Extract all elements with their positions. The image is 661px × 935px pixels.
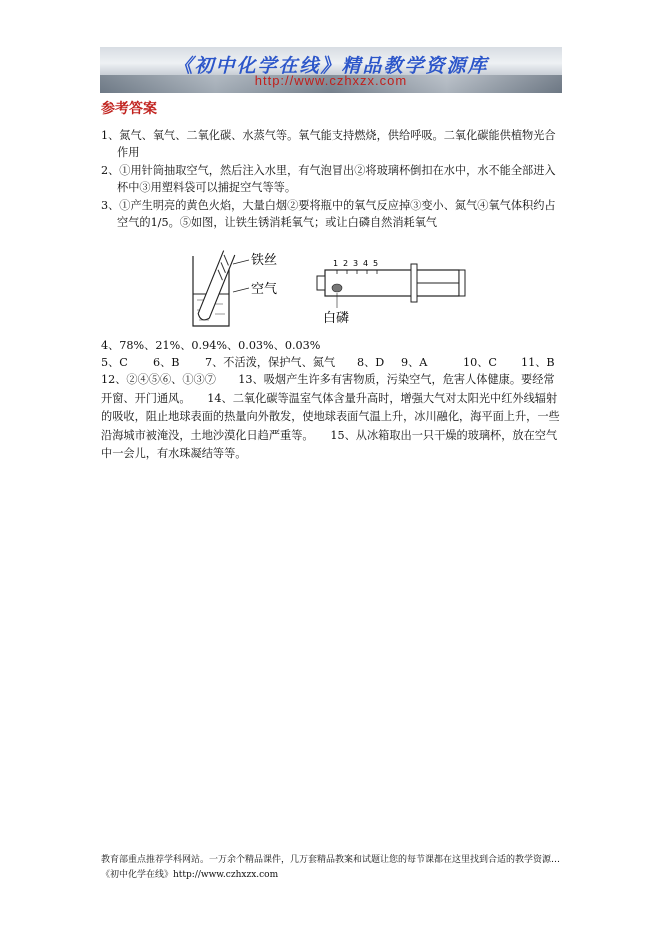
scale-5: 5 [373,259,379,268]
footer-note: 教育部重点推荐学科网站。一万余个精品课件，几万套精品教案和试题让您的每节课都在这里找到合适的教学资源…《初中化学在线》http://www.czhxzx.com [101,855,561,880]
banner-title: 《初中化学在线》精品教学资源库 [173,55,489,77]
answer-3-text: 3、①产生明亮的黄色火焰，大量白烟②要将瓶中的氧气反应掉③变小、氮气④氧气体积约占空气的1/5。⑤如图，让铁生锈消耗氧气；或让白磷自然消耗氧气 [101,199,556,229]
experiment-figure [185,248,475,333]
scale-4: 4 [363,259,369,268]
answer-9: 9、A [401,356,428,369]
header-banner [100,47,562,93]
answer-8: 8、D [357,356,385,369]
answer-row-5-11 [101,354,563,371]
label-iron: 铁丝 [251,253,278,268]
scale-1: 1 [333,259,339,268]
scale-3: 3 [353,259,359,268]
answer-6: 6、B [153,356,180,369]
banner-url[interactable]: http://www.czhxzx.com [254,73,408,88]
label-air: 空气 [251,282,278,297]
answer-5: 5、C [101,356,128,369]
answer-1 [101,127,563,161]
answer-2-text: 2、①用针筒抽取空气，然后注入水里，有气泡冒出②将玻璃杯倒扣在水中，水不能全部进入杯中③用塑料袋可以捕捉空气等等。 [101,164,556,194]
syringe-apparatus [317,264,465,308]
label-phosphorus: 白磷 [323,311,350,326]
page-heading: 参考答案 [101,101,157,117]
answer-10: 10、C [463,356,497,369]
beaker-apparatus [193,251,249,326]
answer-1-text: 1、氮气、氧气、二氧化碳、水蒸气等。氧气能支持燃烧，供给呼吸。二氧化碳能供植物光合作用 [101,129,556,159]
scale-2: 2 [343,259,349,268]
answer-3 [101,197,563,231]
answer-4: 4、78%、21%、0.94%、0.03%、0.03% [101,339,321,352]
answer-11: 11、B [521,356,555,369]
answer-2 [101,162,563,196]
answer-7: 7、不活泼，保护气、氮气 [205,356,336,369]
answer-12-15: 12、②④⑤⑥、①③⑦ 13、吸烟产生许多有害物质，污染空气，危害人体健康。要经常开窗、开门通风。 14、二氧化碳等温室气体含量升高时，增强大气对太阳光中红外线辐射的吸收，阻止地球表面的热量向外散发，使地球表面气温上升，冰川融化，海平面上升，一些沿海城市被淹没，土地沙漠化日趋严重等。 15、从冰箱取出一只干燥的玻璃杯，放在空气中一会儿，有水珠凝结等等。 [101,373,560,460]
